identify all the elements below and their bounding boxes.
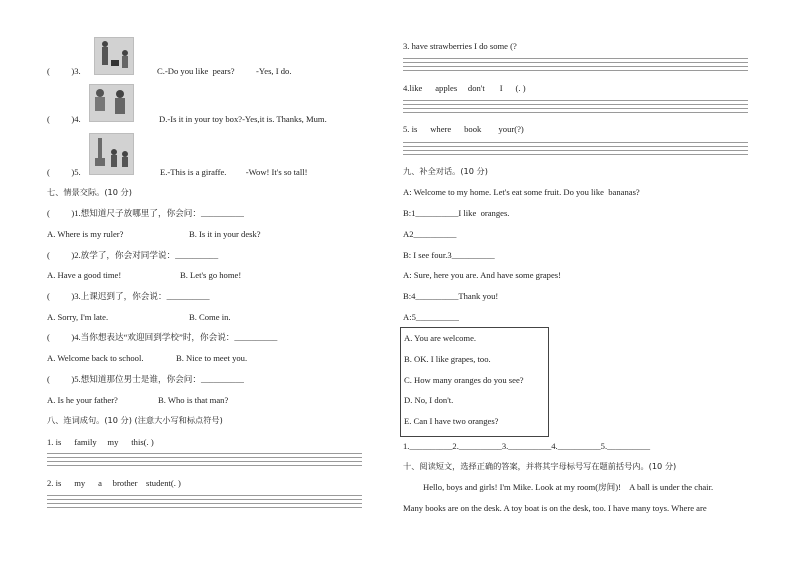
dialog-line-5: A: Sure, here you are. And have some grapes! (403, 270, 561, 280)
writing-lines-2[interactable] (47, 495, 362, 511)
option-e: E. Can I have two oranges? (404, 416, 499, 426)
passage-line-2: Many books are on the desk. A toy boat is on the desk, too. I have many toys. Where are (403, 503, 707, 513)
option-b: B. OK. I like grapes, too. (404, 354, 491, 364)
s7-q3-a: A. Sorry, I'm late. (47, 312, 109, 322)
q4-paren: ( )4. (47, 114, 81, 124)
s7-q3: ( )3.上课迟到了，你会说：__________ (47, 291, 210, 301)
s7-q5-b: B. Who is that man? (158, 395, 229, 405)
section-9-title: 九、补全对话。(10 分) (403, 166, 488, 176)
section-7-title: 七、情景交际。(10 分) (47, 187, 132, 197)
s7-q2-b: B. Let's go home! (180, 270, 242, 280)
s8-item-3: 3. have strawberries I do some (? (403, 41, 517, 51)
s8-item-2: 2. is my a brother student(. ) (47, 478, 181, 488)
writing-lines-3[interactable] (403, 58, 748, 74)
s8-item-1: 1. is family my this(. ) (47, 437, 154, 447)
s7-q4-b: B. Nice to meet you. (176, 353, 248, 363)
q5-option: E.-This is a giraffe. -Wow! It's so tall! (160, 167, 308, 177)
q3-option: C.-Do you like pears? -Yes, I do. (157, 66, 292, 76)
s7-q4: ( )4.当你想表达“欢迎回到学校”时，你会说：__________ (47, 332, 278, 342)
s8-item-5: 5. is where book your(?) (403, 124, 524, 134)
s7-q5-a: A. Is he your father? (47, 395, 118, 405)
q4-option: D.-Is it in your toy box?-Yes,it is. Thanks, Mum. (159, 114, 327, 124)
dialog-line-6: B:4__________Thank you! (403, 291, 499, 301)
writing-lines-4[interactable] (403, 100, 748, 116)
q3-paren: ( )3. (47, 66, 81, 76)
section-10-title: 十、阅读短文，选择正确的答案，并将其字母标号写在题前括号内。(10 分) (403, 461, 677, 471)
s7-q5: ( )5.想知道那位男士是谁，你会问：__________ (47, 374, 244, 384)
option-d: D. No, I don't. (404, 395, 454, 405)
people-icon (95, 38, 133, 74)
writing-lines-5[interactable] (403, 142, 748, 158)
writing-lines-1[interactable] (47, 453, 362, 469)
option-a: A. You are welcome. (404, 333, 477, 343)
s7-q2: ( )2.放学了，你会对同学说：__________ (47, 250, 219, 260)
dialog-line-2: B:1__________I like oranges. (403, 208, 510, 218)
picture-q5 (89, 133, 134, 175)
q5-paren: ( )5. (47, 167, 81, 177)
s7-q4-a: A. Welcome back to school. (47, 353, 144, 363)
dialog-line-3: A2__________ (403, 229, 457, 239)
s7-q2-a: A. Have a good time! (47, 270, 122, 280)
dialog-line-4: B: I see four.3__________ (403, 250, 495, 260)
people-icon (90, 85, 133, 121)
s8-item-4: 4.like apples don't I (. ) (403, 83, 526, 93)
answer-blanks[interactable]: 1.__________2.__________3.__________4.__________5.__________ (403, 441, 651, 451)
picture-q4 (89, 84, 134, 122)
picture-q3 (94, 37, 134, 75)
dialog-line-7: A:5__________ (403, 312, 459, 322)
giraffe-icon (90, 134, 133, 174)
section-8-title: 八、连词成句。(10 分) (注意大小写和标点符号) (47, 415, 223, 425)
option-c: C. How many oranges do you see? (404, 375, 524, 385)
s7-q1: ( )1.想知道尺子放哪里了，你会问：__________ (47, 208, 244, 218)
s7-q3-b: B. Come in. (189, 312, 231, 322)
s7-q1-b: B. Is it in your desk? (189, 229, 261, 239)
dialog-line-1: A: Welcome to my home. Let's eat some fruit. Do you like bananas? (403, 187, 640, 197)
passage-line-1: Hello, boys and girls! I'm Mike. Look at my room(房间)! A ball is under the chair. (423, 482, 714, 492)
s7-q1-a: A. Where is my ruler? (47, 229, 124, 239)
